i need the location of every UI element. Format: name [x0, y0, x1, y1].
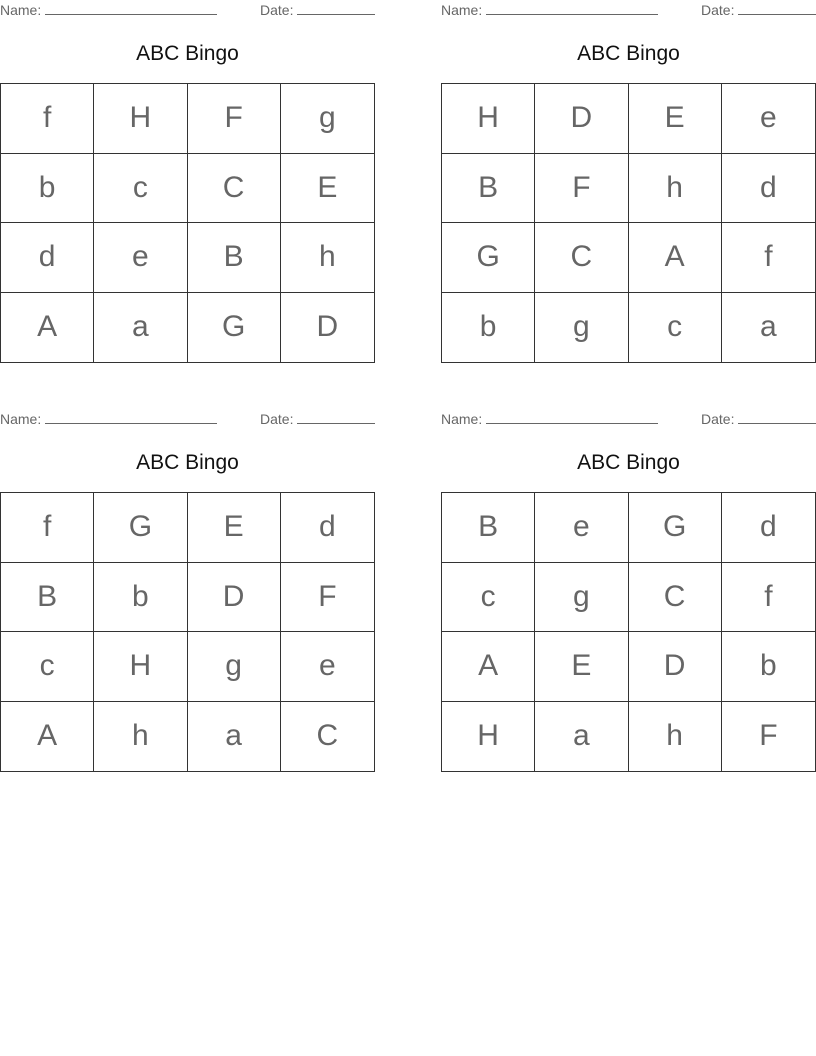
date-label: Date:	[260, 411, 294, 427]
bingo-cell[interactable]: C	[629, 563, 722, 633]
bingo-cell[interactable]: C	[535, 223, 628, 293]
card-title: ABC Bingo	[577, 42, 680, 65]
bingo-cell[interactable]: g	[535, 293, 628, 363]
bingo-card	[0, 409, 375, 753]
bingo-cell[interactable]: f	[722, 563, 815, 633]
date-blank-line[interactable]	[738, 411, 816, 424]
bingo-cell[interactable]: c	[1, 632, 94, 702]
bingo-card	[441, 0, 816, 344]
bingo-cell[interactable]: E	[535, 632, 628, 702]
bingo-cell[interactable]: c	[94, 154, 187, 224]
bingo-cell[interactable]: g	[188, 632, 281, 702]
date-field	[701, 411, 816, 427]
bingo-cell[interactable]: B	[188, 223, 281, 293]
bingo-cell[interactable]: b	[1, 154, 94, 224]
bingo-cell[interactable]: h	[629, 702, 722, 772]
date-field	[260, 411, 375, 427]
bingo-cell[interactable]: E	[281, 154, 374, 224]
bingo-cell[interactable]: F	[281, 563, 374, 633]
bingo-cell[interactable]: H	[94, 632, 187, 702]
bingo-cell[interactable]: F	[759, 719, 778, 753]
name-blank-line[interactable]	[486, 411, 658, 424]
bingo-cell[interactable]: g	[535, 563, 628, 633]
name-label: Name:	[441, 2, 483, 18]
bingo-cell[interactable]: A	[629, 223, 722, 293]
bingo-cell[interactable]: C	[188, 154, 281, 224]
bingo-cell[interactable]: e	[535, 493, 628, 563]
bingo-cell[interactable]: c	[629, 293, 722, 363]
bingo-cell[interactable]: a	[760, 310, 777, 344]
bingo-cell[interactable]: d	[722, 154, 815, 224]
name-field	[0, 2, 217, 18]
bingo-cell[interactable]: E	[629, 84, 722, 154]
bingo-cell[interactable]: A	[442, 632, 535, 702]
bingo-cell[interactable]: d	[1, 223, 94, 293]
bingo-cell[interactable]: D	[316, 310, 339, 344]
date-blank-line[interactable]	[297, 2, 375, 15]
card-header-fields	[0, 409, 375, 429]
bingo-cell[interactable]: D	[535, 84, 628, 154]
bingo-cell[interactable]: C	[316, 719, 339, 753]
bingo-cell[interactable]: a	[94, 293, 187, 363]
name-field	[441, 2, 658, 18]
bingo-cell[interactable]: H	[94, 84, 187, 154]
bingo-cell[interactable]: G	[94, 493, 187, 563]
bingo-cell[interactable]: D	[188, 563, 281, 633]
bingo-cell[interactable]: a	[188, 702, 281, 772]
bingo-grid	[0, 83, 375, 363]
bingo-cell[interactable]: A	[1, 702, 94, 772]
date-blank-line[interactable]	[297, 411, 375, 424]
bingo-cell[interactable]: H	[442, 84, 535, 154]
name-label: Name:	[0, 2, 42, 18]
bingo-grid	[441, 83, 816, 363]
bingo-grid	[441, 492, 816, 772]
bingo-grid	[0, 492, 375, 772]
bingo-cell[interactable]: G	[442, 223, 535, 293]
name-blank-line[interactable]	[45, 2, 217, 15]
bingo-cell[interactable]: A	[1, 293, 94, 363]
bingo-cell[interactable]: e	[722, 84, 815, 154]
date-label: Date:	[701, 411, 735, 427]
name-field	[0, 411, 217, 427]
name-blank-line[interactable]	[45, 411, 217, 424]
bingo-cell[interactable]: a	[535, 702, 628, 772]
bingo-cell[interactable]: b	[442, 293, 535, 363]
card-header-fields	[441, 0, 816, 20]
date-field	[260, 2, 375, 18]
bingo-card	[441, 409, 816, 753]
bingo-cell[interactable]: D	[629, 632, 722, 702]
bingo-cell[interactable]: b	[722, 632, 815, 702]
bingo-cell[interactable]: H	[442, 702, 535, 772]
bingo-cell[interactable]: B	[442, 154, 535, 224]
bingo-cell[interactable]: e	[94, 223, 187, 293]
date-label: Date:	[701, 2, 735, 18]
card-header-fields	[441, 409, 816, 429]
name-field	[441, 411, 658, 427]
bingo-cell[interactable]: b	[94, 563, 187, 633]
bingo-cell[interactable]: f	[1, 84, 94, 154]
bingo-cell[interactable]: c	[442, 563, 535, 633]
name-blank-line[interactable]	[486, 2, 658, 15]
card-title: ABC Bingo	[136, 42, 239, 65]
bingo-cell[interactable]: d	[281, 493, 374, 563]
card-title: ABC Bingo	[577, 451, 680, 474]
card-header-fields	[0, 0, 375, 20]
date-blank-line[interactable]	[738, 2, 816, 15]
bingo-cell[interactable]: B	[1, 563, 94, 633]
bingo-cell[interactable]: g	[281, 84, 374, 154]
name-label: Name:	[0, 411, 42, 427]
bingo-cell[interactable]: h	[629, 154, 722, 224]
card-title: ABC Bingo	[136, 451, 239, 474]
bingo-cell[interactable]: f	[722, 223, 815, 293]
name-label: Name:	[441, 411, 483, 427]
bingo-cell[interactable]: B	[442, 493, 535, 563]
bingo-cell[interactable]: E	[188, 493, 281, 563]
bingo-cell[interactable]: F	[188, 84, 281, 154]
bingo-cell[interactable]: e	[281, 632, 374, 702]
bingo-cell[interactable]: h	[281, 223, 374, 293]
bingo-cell[interactable]: h	[94, 702, 187, 772]
date-label: Date:	[260, 2, 294, 18]
bingo-cell[interactable]: d	[722, 493, 815, 563]
bingo-cell[interactable]: f	[1, 493, 94, 563]
bingo-card	[0, 0, 375, 344]
bingo-cell[interactable]: F	[535, 154, 628, 224]
bingo-cell[interactable]: G	[188, 293, 281, 363]
date-field	[701, 2, 816, 18]
bingo-cell[interactable]: G	[629, 493, 722, 563]
